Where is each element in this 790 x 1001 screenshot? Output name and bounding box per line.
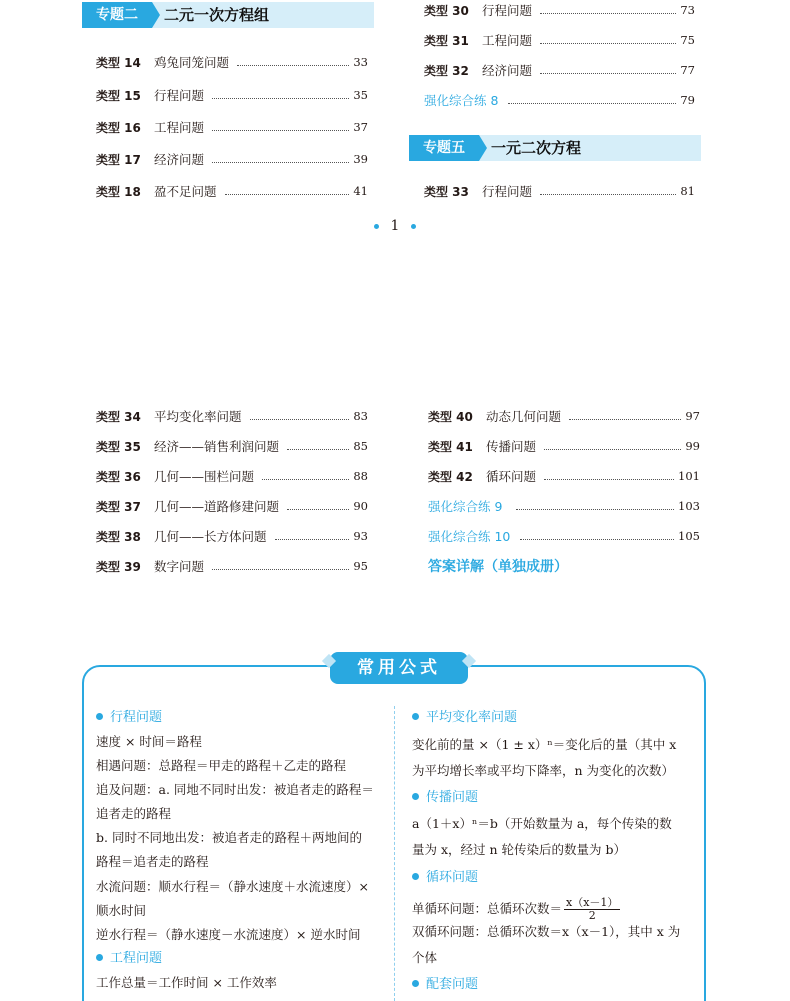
bullet-dot-icon: [411, 224, 416, 229]
formula-section-heading: [412, 868, 478, 888]
leader-dots: [287, 449, 349, 450]
leader-dots: [516, 509, 674, 510]
toc-name: 数字问题: [154, 559, 205, 574]
toc-row[interactable]: [428, 436, 700, 456]
toc-type: 类型 40: [428, 409, 473, 424]
toc-page: 99: [685, 439, 700, 453]
toc-row[interactable]: [96, 117, 368, 137]
toc-type: 类型 41: [428, 439, 473, 454]
toc-page: 41: [353, 184, 368, 198]
toc-row-practice[interactable]: [424, 90, 695, 110]
toc-name: 几何——长方体问题: [154, 529, 267, 544]
toc-name: 传播问题: [486, 439, 537, 454]
toc-name: 几何——围栏问题: [154, 469, 255, 484]
section-label: 行程问题: [110, 710, 163, 725]
column-divider: [394, 706, 395, 1001]
section-label: 循环问题: [426, 870, 479, 885]
toc-row[interactable]: [96, 181, 368, 201]
toc-name: 经济——销售利润问题: [154, 439, 280, 454]
toc-name: 几何——道路修建问题: [154, 499, 280, 514]
formula-line: 路程＝追者走的路程: [96, 854, 209, 869]
leader-dots: [250, 419, 350, 420]
toc-row[interactable]: [96, 406, 368, 426]
leader-dots: [540, 43, 676, 44]
fraction: [564, 897, 620, 922]
toc-type: 类型 32: [424, 63, 469, 78]
toc-type: 类型 31: [424, 33, 469, 48]
toc-name: 循环问题: [486, 469, 537, 484]
toc-name: 经济问题: [154, 152, 205, 167]
formula-section-heading: [412, 708, 517, 728]
formula-line: 量为 x，经过 n 轮传染后的数量为 b）: [412, 842, 626, 857]
topic-title: 二元一次方程组: [164, 6, 270, 24]
bullet-dot-icon: [412, 793, 419, 800]
leader-dots: [544, 449, 681, 450]
leader-dots: [540, 194, 676, 195]
toc-name: 行程问题: [154, 88, 205, 103]
leader-dots: [212, 98, 349, 99]
toc-type: 类型 39: [96, 559, 141, 574]
toc-page: 105: [678, 529, 700, 543]
toc-type: 类型 33: [424, 184, 469, 199]
bullet-dot-icon: [412, 980, 419, 987]
fraction-denominator: 2: [588, 909, 596, 922]
formula-line: 相遇问题：总路程＝甲走的路程＋乙走的路程: [96, 758, 347, 773]
bullet-dot-icon: [374, 224, 379, 229]
leader-dots: [212, 569, 349, 570]
toc-row[interactable]: [424, 60, 695, 80]
toc-row[interactable]: [424, 0, 695, 20]
formula-line: 变化前的量 ×（1 ± x）ⁿ＝变化后的量（其中 x: [412, 737, 677, 752]
toc-type: 类型 36: [96, 469, 141, 484]
toc-name: 工程问题: [154, 120, 205, 135]
formula-section-heading: [96, 708, 162, 728]
toc-name: 动态几何问题: [486, 409, 562, 424]
topic-tag: 专题二: [82, 2, 152, 28]
bullet-dot-icon: [96, 954, 103, 961]
leader-dots: [544, 479, 674, 480]
toc-type: 类型 35: [96, 439, 141, 454]
topic-bar-2: [82, 2, 374, 28]
leader-dots: [212, 162, 349, 163]
toc-name: 工程问题: [482, 33, 533, 48]
answer-details-link[interactable]: 答案详解（单独成册）: [428, 559, 568, 575]
toc-row[interactable]: [424, 30, 695, 50]
formula-line: 为平均增长率或平均下降率，n 为变化的次数）: [412, 763, 675, 778]
toc-row[interactable]: [96, 149, 368, 169]
toc-type: 类型 37: [96, 499, 141, 514]
formula-line: 速度 × 时间＝路程: [96, 734, 202, 749]
leader-dots: [540, 13, 676, 14]
formula-line: a（1＋x）ⁿ＝b（开始数量为 a，每个传染的数: [412, 816, 672, 831]
toc-row[interactable]: [424, 181, 695, 201]
section-label: 平均变化率问题: [426, 710, 518, 725]
toc-name: 鸡兔同笼问题: [154, 55, 230, 70]
toc-row-practice[interactable]: [428, 496, 700, 516]
toc-page: 83: [353, 409, 368, 423]
toc-type: 类型 34: [96, 409, 141, 424]
formula-line: 双循环问题：总循环次数＝x（x－1），其中 x 为: [412, 924, 681, 939]
toc-type: 类型 38: [96, 529, 141, 544]
formula-text: 单循环问题：总循环次数＝: [412, 901, 563, 916]
toc-type: 类型 42: [428, 469, 473, 484]
practice-label: 强化综合练 10: [428, 529, 511, 544]
fraction-numerator: x（x－1）: [566, 896, 619, 909]
leader-dots: [520, 539, 674, 540]
toc-type: 类型 30: [424, 3, 469, 18]
toc-page: 81: [680, 184, 695, 198]
topic-tag: 专题五: [409, 135, 479, 161]
formula-title: 常用公式: [330, 652, 468, 684]
section-label: 配套问题: [426, 977, 479, 992]
toc-row[interactable]: [428, 466, 700, 486]
toc-row[interactable]: [96, 466, 368, 486]
toc-page: 95: [353, 559, 368, 573]
leader-dots: [212, 130, 349, 131]
page-number-text: 1: [390, 218, 400, 234]
formula-section-heading: [412, 788, 478, 808]
bullet-dot-icon: [412, 713, 419, 720]
toc-row[interactable]: [96, 556, 368, 576]
leader-dots: [287, 509, 349, 510]
section-label: 传播问题: [426, 790, 479, 805]
leader-dots: [540, 73, 676, 74]
toc-page: 35: [353, 88, 368, 102]
toc-page: 103: [678, 499, 700, 513]
leader-dots: [275, 539, 350, 540]
toc-row[interactable]: [96, 85, 368, 105]
topic-title: 一元二次方程: [491, 139, 582, 157]
section-label: 工程问题: [110, 951, 163, 966]
toc-name: 行程问题: [482, 184, 533, 199]
formula-line: 个体: [412, 950, 438, 965]
formula-section-heading: [96, 949, 162, 969]
toc-type: 类型 17: [96, 152, 141, 167]
toc-page: 37: [353, 120, 368, 134]
toc-page: 75: [680, 33, 695, 47]
toc-type: 类型 16: [96, 120, 141, 135]
toc-row-practice[interactable]: [428, 526, 700, 546]
practice-label: 强化综合练 9: [428, 499, 503, 514]
toc-page: 88: [353, 469, 368, 483]
formula-line: b. 同时不同地出发：被追者走的路程＋两地间的: [96, 830, 362, 845]
bullet-dot-icon: [412, 873, 419, 880]
toc-name: 盈不足问题: [154, 184, 217, 199]
formula-line: 逆水行程＝（静水速度－水流速度）× 逆水时间: [96, 927, 361, 942]
leader-dots: [262, 479, 349, 480]
toc-page: 73: [680, 3, 695, 17]
toc-page: 93: [353, 529, 368, 543]
topic-bar-5: [409, 135, 701, 161]
toc-row[interactable]: [428, 406, 700, 426]
toc-type: 类型 18: [96, 184, 141, 199]
page-number: [0, 218, 790, 234]
leader-dots: [225, 194, 350, 195]
toc-row[interactable]: [96, 52, 368, 72]
toc-page: 79: [680, 93, 695, 107]
toc-page: 39: [353, 152, 368, 166]
leader-dots: [508, 103, 676, 104]
formula-line: 追及问题：a. 同地不同时出发：被追者走的路程＝: [96, 782, 374, 797]
practice-label: 强化综合练 8: [424, 93, 499, 108]
bullet-dot-icon: [96, 713, 103, 720]
leader-dots: [569, 419, 681, 420]
toc-name: 经济问题: [482, 63, 533, 78]
formula-line: 水流问题：顺水行程＝（静水速度＋水流速度）×: [96, 879, 369, 894]
formula-line: 追者走的路程: [96, 806, 172, 821]
toc-row[interactable]: [96, 526, 368, 546]
toc-page: 101: [678, 469, 700, 483]
toc-page: 97: [685, 409, 700, 423]
toc-row[interactable]: [96, 436, 368, 456]
toc-name: 行程问题: [482, 3, 533, 18]
formula-section-heading: [412, 975, 478, 995]
toc-page: 33: [353, 55, 368, 69]
toc-type: 类型 14: [96, 55, 141, 70]
leader-dots: [237, 65, 349, 66]
toc-row[interactable]: [96, 496, 368, 516]
toc-type: 类型 15: [96, 88, 141, 103]
formula-line: [412, 894, 622, 924]
formula-line: 顺水时间: [96, 903, 147, 918]
toc-name: 平均变化率问题: [154, 409, 242, 424]
toc-page: 85: [353, 439, 368, 453]
toc-page: 77: [680, 63, 695, 77]
toc-page: 90: [353, 499, 368, 513]
formula-line: 工作总量＝工作时间 × 工作效率: [96, 975, 277, 990]
